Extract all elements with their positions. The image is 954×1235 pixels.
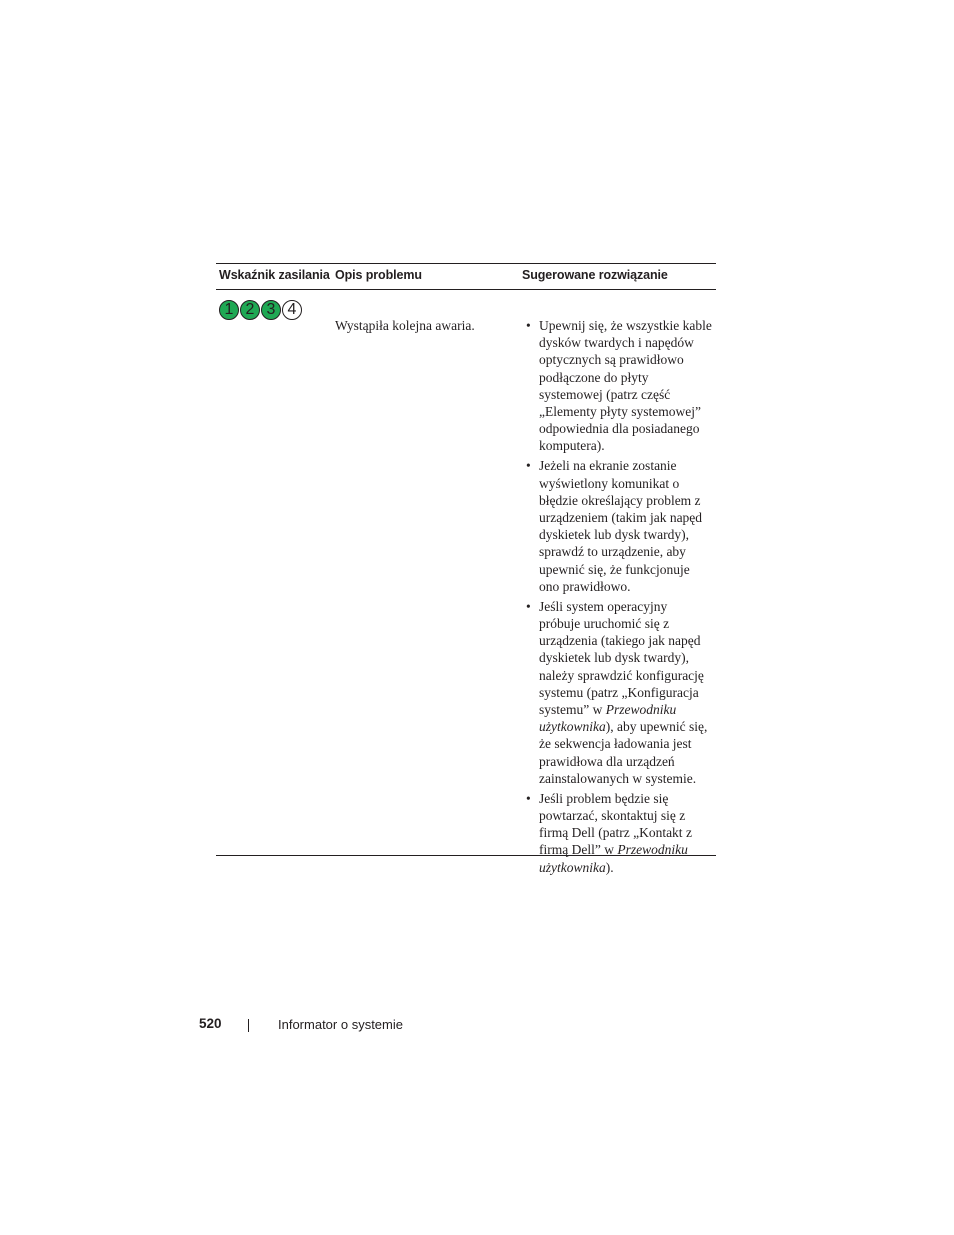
manual-title: użytkownika — [539, 719, 606, 735]
solution-line: • Jeżeli na ekranie zostanie — [539, 458, 677, 474]
footer-separator — [248, 1019, 249, 1032]
solution-line: firmą Dell (patrz „Kontakt z — [539, 825, 692, 841]
solution-line: wyświetlony komunikat o — [539, 475, 680, 491]
solution-line: powtarzać, skontaktuj się z — [539, 808, 686, 824]
solution-line: optycznych są prawidłowo — [539, 352, 684, 368]
solution-line: urządzeniem (takim jak napęd — [539, 510, 703, 526]
manual-title: Przewodniku — [605, 702, 677, 718]
led-2-on-icon: 2 — [240, 300, 260, 320]
manual-title: użytkownika — [539, 859, 606, 875]
solution-list — [524, 317, 714, 879]
table-header-row — [216, 264, 716, 290]
list-item — [524, 598, 714, 787]
text-span: ). — [605, 859, 614, 875]
solution-line: • Upewnij się, że wszystkie kable — [539, 318, 712, 333]
solution-line: że sekwencja ładowania jest — [539, 736, 692, 752]
solution-line: zainstalowanych w systemie. — [539, 770, 697, 786]
led-1-on-icon: 1 — [219, 300, 239, 320]
header-suggested-solution: Sugerowane rozwiązanie — [522, 268, 668, 282]
led-4-off-icon: 4 — [282, 300, 302, 320]
solution-line: urządzenia (takiego jak napęd — [539, 633, 701, 649]
text-span: ), aby upewnić się, — [605, 719, 708, 735]
solution-line — [539, 841, 714, 858]
problem-description: Wystąpiła kolejna awaria. — [335, 318, 475, 333]
header-problem-description: Opis problemu — [335, 268, 422, 282]
solution-line: ono prawidłowo. — [539, 578, 631, 594]
list-item — [524, 317, 714, 455]
solution-line: • Jeśli system operacyjny — [539, 598, 668, 614]
solution-line: prawidłowa dla urządzeń — [539, 753, 675, 769]
solution-line: dysków twardych i napędów — [539, 335, 694, 351]
solution-line: upewnić się, że funkcjonuje — [539, 561, 690, 577]
text-span: firmą Dell” w — [539, 842, 618, 858]
diagnostic-table — [216, 263, 716, 875]
solution-line: komputera). — [539, 438, 605, 454]
manual-title: Przewodniku — [617, 842, 688, 858]
solution-line: należy sprawdzić konfigurację — [539, 667, 704, 683]
solution-line — [539, 718, 714, 735]
page-number: 520 — [199, 1016, 222, 1031]
solution-line: dyskietek lub dysk twardy), — [539, 650, 689, 666]
solution-line: sprawdź to urządzenie, aby — [539, 544, 686, 560]
list-item — [524, 457, 714, 595]
solution-line: systemowej (patrz część — [539, 386, 671, 402]
header-power-indicator: Wskaźnik zasilania — [219, 268, 330, 282]
solution-line: podłączone do płyty — [539, 369, 649, 385]
solution-line: odpowiednia dla posiadanego — [539, 421, 700, 437]
solution-line: dyskietek lub dysk twardy), — [539, 527, 689, 543]
power-led-pattern — [219, 300, 302, 320]
table-row — [216, 290, 716, 875]
list-item — [524, 790, 714, 876]
solution-line: • Jeśli problem będzie się — [539, 790, 669, 806]
solution-line: systemu (patrz „Konfiguracja — [539, 684, 699, 700]
solution-line — [539, 859, 714, 876]
solution-line — [539, 701, 714, 718]
solution-line: „Elementy płyty systemowej” — [539, 404, 701, 420]
text-span: systemu” w — [539, 702, 606, 718]
document-title: Informator o systemie — [278, 1017, 403, 1032]
led-3-on-icon: 3 — [261, 300, 281, 320]
solution-line: błędzie określający problem z — [539, 492, 701, 508]
solution-line: próbuje uruchomić się z — [539, 616, 670, 632]
